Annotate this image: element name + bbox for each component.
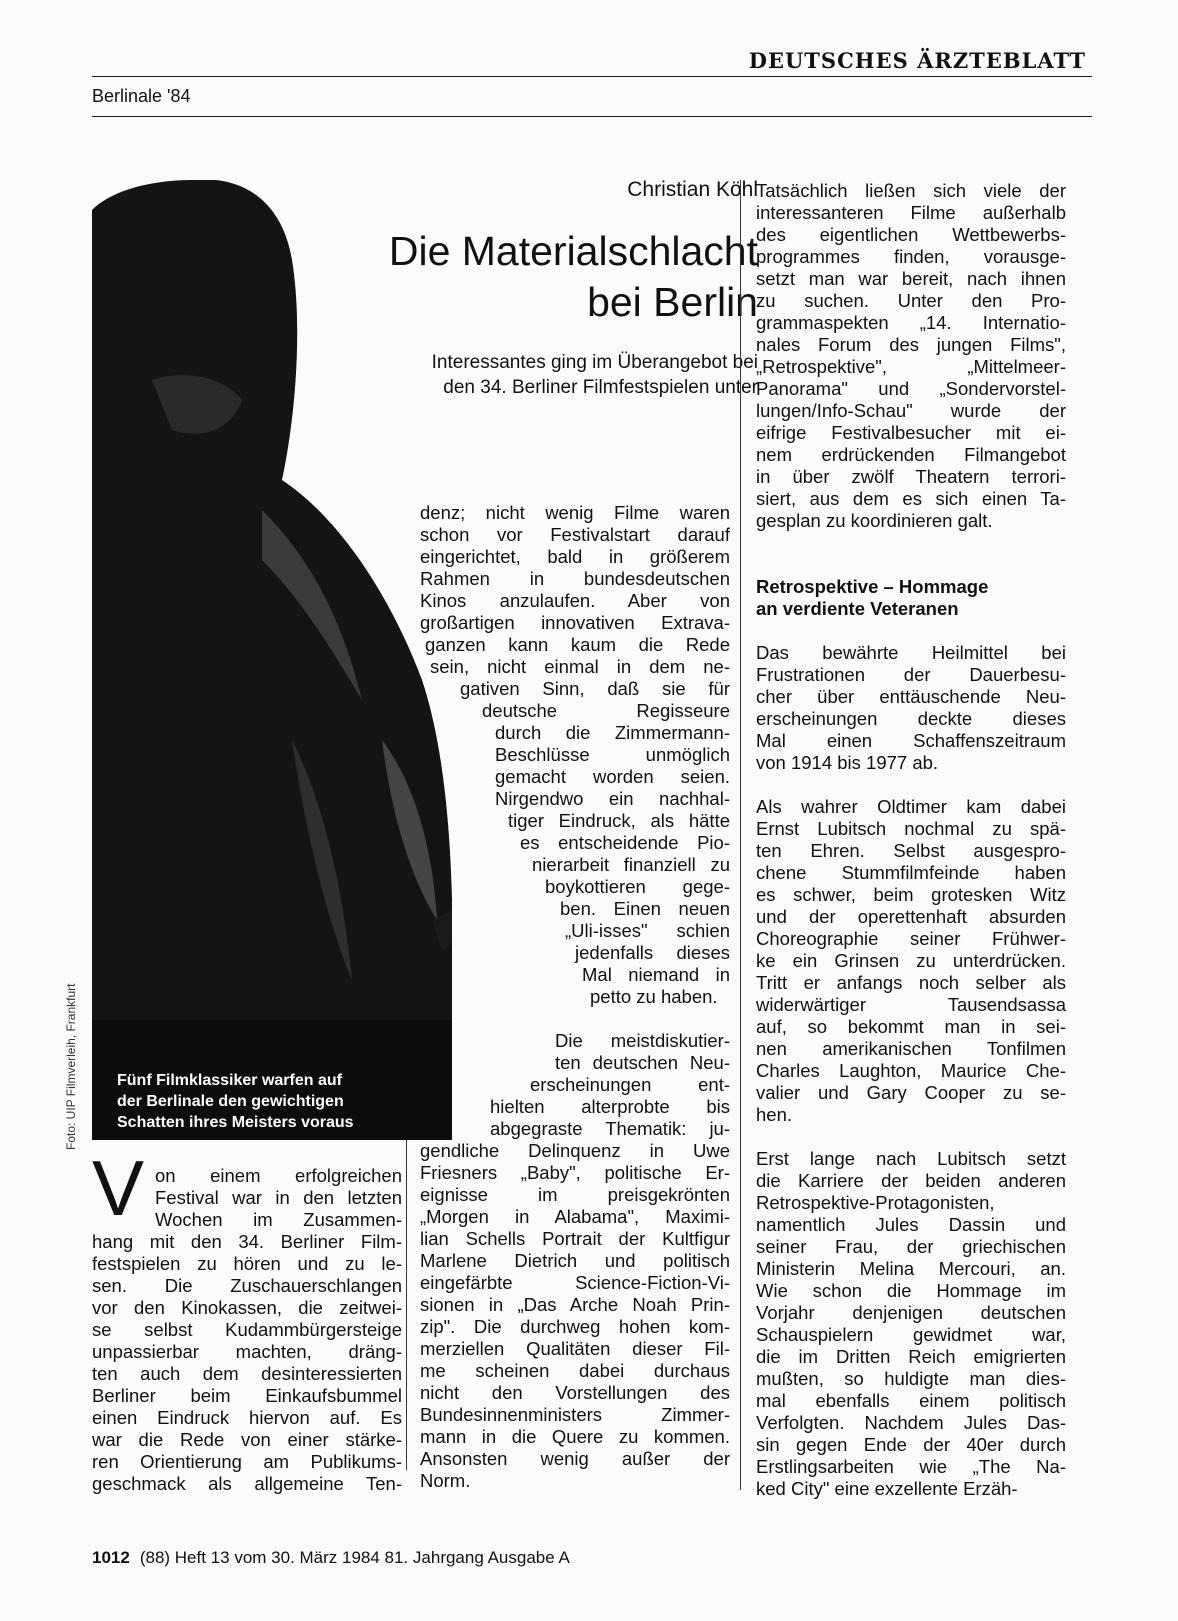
column-2-line: Ansonsten wenig außer der (420, 1448, 730, 1469)
page-footer (92, 1548, 570, 1568)
column-2-line: Friesners „Baby", politische Er- (420, 1162, 730, 1183)
column-3-line: und der operettenhaft absurden (756, 906, 1066, 927)
column-divider-1 (406, 1140, 407, 1470)
article-lead: Interessantes ging im Überangebot bei den 34. Berliner Filmfestspielen unter (431, 352, 758, 398)
column-3-line: Tritt er anfangs noch selber als (756, 972, 1066, 993)
column-3-line: die Karriere der beiden anderen (756, 1170, 1066, 1191)
section-label: Berlinale '84 (92, 86, 191, 106)
column-2-line: gemacht worden seien. (495, 766, 730, 787)
column-2-line: „Morgen in Alabama", Maximi- (420, 1206, 730, 1227)
column-3-line: ten Ehren. Selbst ausgespro- (756, 840, 1066, 861)
page-number: 1012 (92, 1548, 130, 1567)
column-3-line: Panorama" und „Sondervorstel- (756, 378, 1066, 399)
column-3-line: Vorjahr denjenigen deutschen (756, 1302, 1066, 1323)
column-3-line: nen amerikanischen Tonfilmen (756, 1038, 1066, 1059)
column-3-line: Erstlingsarbeiten wie „The Na- (756, 1456, 1066, 1477)
column-2-line: gativen Sinn, daß sie für (460, 678, 730, 699)
column-2-line: Norm. (420, 1470, 471, 1491)
drop-cap: V (92, 1144, 145, 1232)
column-2-line: zip". Die durchweg hohen kom- (420, 1316, 730, 1337)
column-2-line (420, 1008, 730, 1030)
column-2-line: petto zu haben. (590, 986, 718, 1007)
column-3-line: mal ebenfalls einem politisch (756, 1390, 1066, 1411)
column-3-line: Retrospektive-Protagonisten, (756, 1192, 995, 1213)
column-3-line: erscheinungen deckte dieses (756, 708, 1066, 729)
column-3-line: Wie schon die Hommage im (756, 1280, 1066, 1301)
masthead-rule (92, 76, 1092, 77)
column-2-line: boykottieren gege- (545, 876, 730, 897)
column-3-line: Das bewährte Heilmittel bei (756, 642, 1066, 663)
section-rule (92, 116, 1092, 117)
column-3-line: Choreographie seiner Frühwer- (756, 928, 1066, 949)
column-3-line: lungen/Info-Schau" wurde der (756, 400, 1066, 421)
column-2-line: erscheinungen ent- (530, 1074, 730, 1095)
column-2-line: Kinos anzulaufen. Aber von (420, 590, 730, 611)
column-2-line: es entscheidende Pio- (520, 832, 730, 853)
column-2-line: abgegraste Thematik: ju- (490, 1118, 730, 1139)
column-2-line: Die meistdiskutier- (555, 1030, 730, 1051)
column-3-line: valier und Gary Cooper zu se- (756, 1082, 1066, 1103)
column-3-line: Frustrationen der Dauerbesu- (756, 664, 1066, 685)
column-2-line: mann in die Quere zu kommen. (420, 1426, 730, 1447)
column-2-line: durch die Zimmermann- (495, 722, 730, 743)
column-2-line: merziellen Qualitäten dieser Fil- (420, 1338, 730, 1359)
column-3-line: ked City" eine exzellente Erzäh- (756, 1478, 1018, 1499)
column-3-line: des eigentlichen Wettbewerbs- (756, 224, 1066, 245)
column-3-line: gesplan zu koordinieren galt. (756, 510, 993, 531)
column-2-line: schon vor Festivalstart darauf (420, 524, 730, 545)
column-3-line: widerwärtiger Tausendsassa (756, 994, 1066, 1015)
column-3-line: auf, so bekommt man in sei- (756, 1016, 1066, 1037)
column-3-line: Ernst Lubitsch nochmal zu spä- (756, 818, 1066, 839)
column-3-line: Tatsächlich ließen sich viele der (756, 180, 1066, 201)
column-2-line: Bundesinnenministers Zimmer- (420, 1404, 730, 1425)
column-3-line: eifrige Festivalbesucher mit ei- (756, 422, 1066, 443)
column-3-line: hen. (756, 1104, 793, 1125)
column-2-line: gendliche Delinquenz in Uwe (420, 1140, 730, 1161)
column-3-line: es schwer, beim grotesken Witz (756, 884, 1066, 905)
column-3-line: zu suchen. Unter den Pro- (756, 290, 1066, 311)
column-divider-2 (740, 180, 741, 1490)
column-2-line: hielten alterprobte bis (490, 1096, 730, 1117)
column-3-line: namentlich Jules Dassin und (756, 1214, 1066, 1235)
column-3-line: Schauspielern gewidmet war, (756, 1324, 1066, 1345)
photo-credit: Foto: UIP Filmverleih, Frankfurt (64, 983, 78, 1150)
column-3-line: siert, aus dem es sich einen Ta- (756, 488, 1066, 509)
column-3-line: von 1914 bis 1977 ab. (756, 752, 939, 773)
column-2-line: Marlene Dietrich und politisch (420, 1250, 730, 1271)
photo-caption: Fünf Filmklassiker warfen auf der Berlinale den gewichtigen Schatten ihres Meisters voraus (117, 1072, 354, 1131)
column-3-line: die im Dritten Reich emigrierten (756, 1346, 1066, 1367)
column-3-line: interessanteren Filme außerhalb (756, 202, 1066, 223)
column-3-line: grammaspekten „14. Internatio- (756, 312, 1066, 333)
column-2-line: Nirgendwo ein nachhal- (495, 788, 730, 809)
column-2-line: Beschlüsse unmöglich (495, 744, 730, 765)
column-3-line: nales Forum des jungen Films", (756, 334, 1066, 355)
column-2 (420, 502, 730, 1492)
column-2-line: me scheinen dabei durchaus (420, 1360, 730, 1381)
column-2-line: Rahmen in bundesdeutschen (420, 568, 730, 589)
section-heading-line: Retrospektive – Hommage (756, 576, 989, 597)
column-2-line: lian Schells Portrait der Kultfigur (420, 1228, 730, 1249)
column-2-line: eingefärbte Science-Fiction-Vi- (420, 1272, 730, 1293)
column-3-line: sin gegen Ende der 40er durch (756, 1434, 1066, 1455)
column-2-line: sein, nicht einmal in dem ne- (430, 656, 730, 677)
article-author: Christian Köhl (627, 178, 758, 201)
column-3 (756, 180, 1066, 1500)
issue-info: (88) Heft 13 vom 30. März 1984 81. Jahrgang Ausgabe A (139, 1548, 570, 1567)
column-2-line: deutsche Regisseure (482, 700, 730, 721)
column-2-line: tiger Eindruck, als hätte (508, 810, 730, 831)
column-2-line: denz; nicht wenig Filme waren (420, 502, 730, 523)
column-3-line: Charles Laughton, Maurice Che- (756, 1060, 1066, 1081)
column-3-line: „Retrospektive", „Mittelmeer- (756, 356, 1066, 377)
column-2-line: nierarbeit finanziell zu (532, 854, 730, 875)
column-3-line: seiner Frau, der griechischen (756, 1236, 1066, 1257)
column-3-line: in über zwölf Theatern terrori- (756, 466, 1066, 487)
column-2-line: sionen in „Das Arche Noah Prin- (420, 1294, 730, 1315)
column-2-line: eingerichtet, bald in größerem (420, 546, 730, 567)
column-3-line: setzt man war bereit, nach ihnen (756, 268, 1066, 289)
section-heading-line: an verdiente Veteranen (756, 598, 959, 619)
column-3-line: nem erdrückenden Filmangebot (756, 444, 1066, 465)
column-3-line: chene Stummfilmfeinde haben (756, 862, 1066, 883)
article-title: Die Materialschlacht bei Berlin (388, 228, 758, 325)
column-2-line: großartigen innovativen Extrava- (420, 612, 730, 633)
column-3-line: Als wahrer Oldtimer kam dabei (756, 796, 1066, 817)
column-2-line: ganzen kann kaum die Rede (425, 634, 730, 655)
column-3-line: ke ein Grinsen zu unterdrücken. (756, 950, 1066, 971)
column-3-line: Mal einen Schaffenszeitraum (756, 730, 1066, 751)
column-3-line: programmes finden, vorausge- (756, 246, 1066, 267)
column-2-line: Mal niemand in (582, 964, 730, 985)
column-3-line: mußten, so huldigte man dies- (756, 1368, 1066, 1389)
column-2-line: ten deutschen Neu- (555, 1052, 730, 1073)
column-2-line: jedenfalls dieses (575, 942, 730, 963)
column-3-line: Erst lange nach Lubitsch setzt (756, 1148, 1066, 1169)
column-3-line: Ministerin Melina Mercouri, an. (756, 1258, 1066, 1279)
column-1: on einem erfolgreichen Festival war in den letzten Wochen im Zusammen- hang mit den 34. Berliner Film- festspielen zu hören und zu le- sen. Die Zuschauerschlangen vor den Kinokassen, die zeitwei- se selbst Kudammbürgersteige unpassierbar machten, dräng- ten auch dem desinteressierten Berliner beim Einkaufsbummel einen Eindruck hiervon auf. Es war die Rede von einer stärke- ren Orientierung am Publikums- geschmack als allgemeine Ten- (92, 1165, 402, 1494)
column-2-line: ben. Einen neuen (560, 898, 730, 919)
column-3-line: cher über enttäuschende Neu- (756, 686, 1066, 707)
column-3-line: Verfolgten. Nachdem Jules Das- (756, 1412, 1066, 1433)
column-2-line: nicht den Vorstellungen des (420, 1382, 730, 1403)
masthead: DEUTSCHES ÄRZTEBLATT (748, 48, 1086, 73)
column-2-line: eignisse im preisgekrönten (420, 1184, 730, 1205)
column-2-line: „Uli-isses" schien (565, 920, 730, 941)
